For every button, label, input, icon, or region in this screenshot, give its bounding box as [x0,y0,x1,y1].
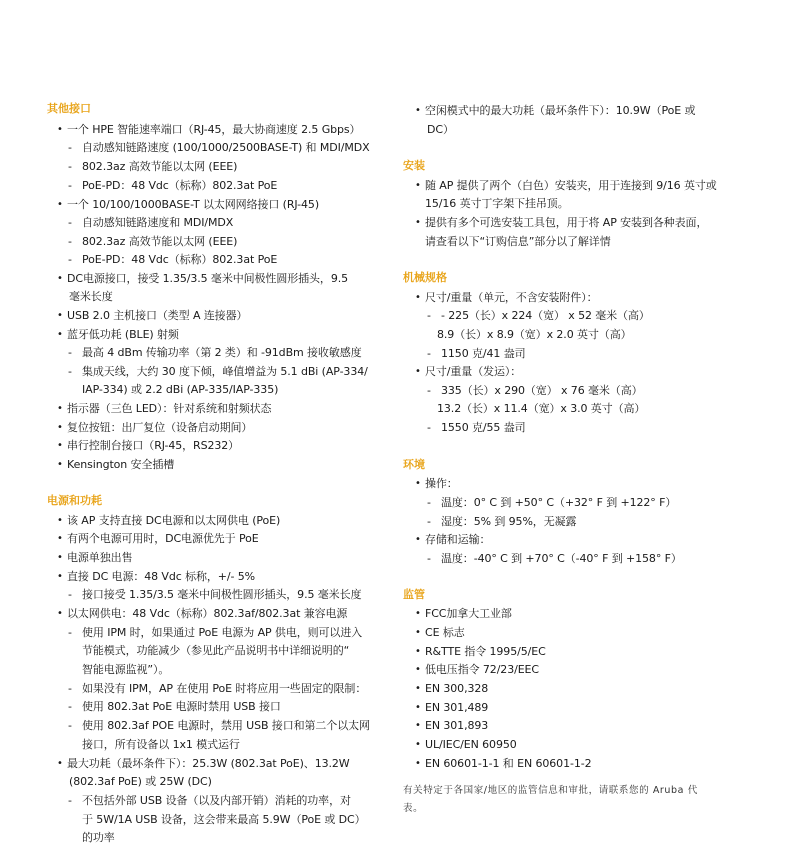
list-item: • 复位按钮：出厂复位（设备启动期间） [67,419,252,436]
list-item-continuation: 的功率 [82,831,115,844]
list-item-continuation: 15/16 英寸丁字架下挂吊顶。 [425,197,569,210]
list-item-continuation: (802.3af PoE) 或 25W (DC) [69,775,212,788]
list-item: • 该 AP 支持直接 DC电源和以太网供电 (PoE) [67,512,280,529]
list-item-continuation: 8.9（长）x 8.9（宽）x 2.0 英寸（高） [437,328,632,341]
list-item: • 空闲模式中的最大功耗（最坏条件下）：10.9W（PoE 或 [425,102,695,119]
list-item: • 最大功耗（最坏条件下）：25.3W (802.3at PoE)、13.2W [67,755,350,772]
section-title-environment: 环境 [403,458,425,471]
list-item: - 温度：0° C 到 +50° C（+32° F 到 +122° F） [441,494,676,511]
list-item: - 自动感知链路速度和 MDI/MDX [82,214,233,231]
list-item: - 接口接受 1.35/3.5 毫米中间极性圆形插头，9.5 毫米长度 [82,586,361,603]
list-item-continuation: 13.2（长）x 11.4（宽）x 3.0 英寸（高） [437,402,646,415]
list-item: • 一个 10/100/1000BASE-T 以太网网络接口 (RJ-45) [67,196,319,213]
list-item: - 湿度：5% 到 95%，无凝露 [441,513,576,530]
list-item: • EN 301,489 [425,699,488,716]
list-item: • 串行控制台接口（RJ-45，RS232） [67,437,239,454]
list-item: - PoE-PD：48 Vdc（标称）802.3at PoE [82,177,277,194]
regulatory-note-continuation: 表。 [403,803,424,814]
list-item: • 有两个电源可用时，DC电源优先于 PoE [67,530,259,547]
list-item-continuation: 接口，所有设备以 1x1 模式运行 [82,738,240,751]
list-item: • CE 标志 [425,624,465,641]
list-item: • DC电源接口，接受 1.35/3.5 毫米中间极性圆形插头，9.5 [67,270,348,287]
section-title-power: 电源和功耗 [47,494,102,507]
list-item: • 尺寸/重量（发运）： [425,363,521,380]
list-item: • UL/IEC/EN 60950 [425,736,517,753]
list-item: • EN 300,328 [425,680,488,697]
list-item: - 335（长）x 290（宽） x 76 毫米（高） [441,382,643,399]
list-item: • USB 2.0 主机接口（类型 A 连接器） [67,307,247,324]
regulatory-note: 有关特定于各国家/地区的监管信息和审批，请联系您的 Aruba 代 [403,785,698,796]
list-item: - 802.3az 高效节能以太网 (EEE) [82,233,237,250]
list-item: - 使用 IPM 时，如果通过 PoE 电源为 AP 供电，则可以进入 [82,624,362,641]
list-item: • Kensington 安全插槽 [67,456,174,473]
section-title-mechanical: 机械规格 [403,271,447,284]
list-item: - 1550 克/55 盎司 [441,419,526,436]
list-item: • 直接 DC 电源：48 Vdc 标称，+/- 5% [67,568,255,585]
list-item: • 存储和运输： [425,531,490,548]
list-item: • 操作： [425,475,458,492]
section-title-other-ports: 其他接口 [47,102,91,115]
list-item: • EN 301,893 [425,717,488,734]
list-item: • 以太网供电：48 Vdc（标称）802.3af/802.3at 兼容电源 [67,605,347,622]
list-item: - 最高 4 dBm 传输功率（第 2 类）和 -91dBm 接收敏感度 [82,344,362,361]
list-item-continuation: 于 5W/1A USB 设备，这会带来最高 5.9W（PoE 或 DC） [82,813,366,826]
list-item: - - 225（长）x 224（宽） x 52 毫米（高） [441,307,650,324]
section-title-regulatory: 监管 [403,588,425,601]
list-item: - 使用 802.3at PoE 电源时禁用 USB 接口 [82,698,281,715]
section-title-install: 安装 [403,159,425,172]
list-item: - 802.3az 高效节能以太网 (EEE) [82,158,237,175]
list-item: • FCC加拿大工业部 [425,605,512,622]
list-item: • 随 AP 提供了两个（白色）安装夹，用于连接到 9/16 英寸或 [425,177,717,194]
list-item: • 提供有多个可选安装工具包，用于将 AP 安装到各种表面， [425,214,707,231]
list-item: - 温度：-40° C 到 +70° C（-40° F 到 +158° F） [441,550,682,567]
list-item: • 电源单独出售 [67,549,132,566]
list-item: - 不包括外部 USB 设备（以及内部开销）消耗的功率，对 [82,792,351,809]
list-item: - 如果没有 IPM，AP 在使用 PoE 时将应用一些固定的限制： [82,680,366,697]
list-item: - 使用 802.3af POE 电源时，禁用 USB 接口和第二个以太网 [82,717,370,734]
list-item-continuation: 智能电源监视”）。 [82,663,170,676]
list-item-continuation: DC） [427,123,454,136]
list-item: - 自动感知链路速度 (100/1000/2500BASE-T) 和 MDI/MDX [82,139,370,156]
list-item: • 尺寸/重量（单元，不含安装附件）： [425,289,598,306]
list-item-continuation: 毫米长度 [69,290,113,303]
list-item-continuation: 节能模式，功能减少（参见此产品说明书中详细说明的“ [82,644,350,657]
list-item: • 指示器（三色 LED）：针对系统和射频状态 [67,400,271,417]
list-item: • 低电压指令 72/23/EEC [425,661,539,678]
list-item-continuation: 请查看以下“订购信息”部分以了解详情 [425,235,611,248]
list-item: • EN 60601-1-1 和 EN 60601-1-2 [425,755,592,772]
list-item: - 集成天线，大约 30 度下倾，峰值增益为 5.1 dBi (AP-334/ [82,363,368,380]
list-item-continuation: IAP-334) 或 2.2 dBi (AP-335/IAP-335) [82,383,279,396]
list-item: • 一个 HPE 智能速率端口（RJ-45，最大协商速度 2.5 Gbps） [67,121,360,138]
list-item: - 1150 克/41 盎司 [441,345,526,362]
list-item: • R&TTE 指令 1995/5/EC [425,643,546,660]
list-item: - PoE-PD：48 Vdc（标称）802.3at PoE [82,251,277,268]
list-item: • 蓝牙低功耗 (BLE) 射频 [67,326,179,343]
